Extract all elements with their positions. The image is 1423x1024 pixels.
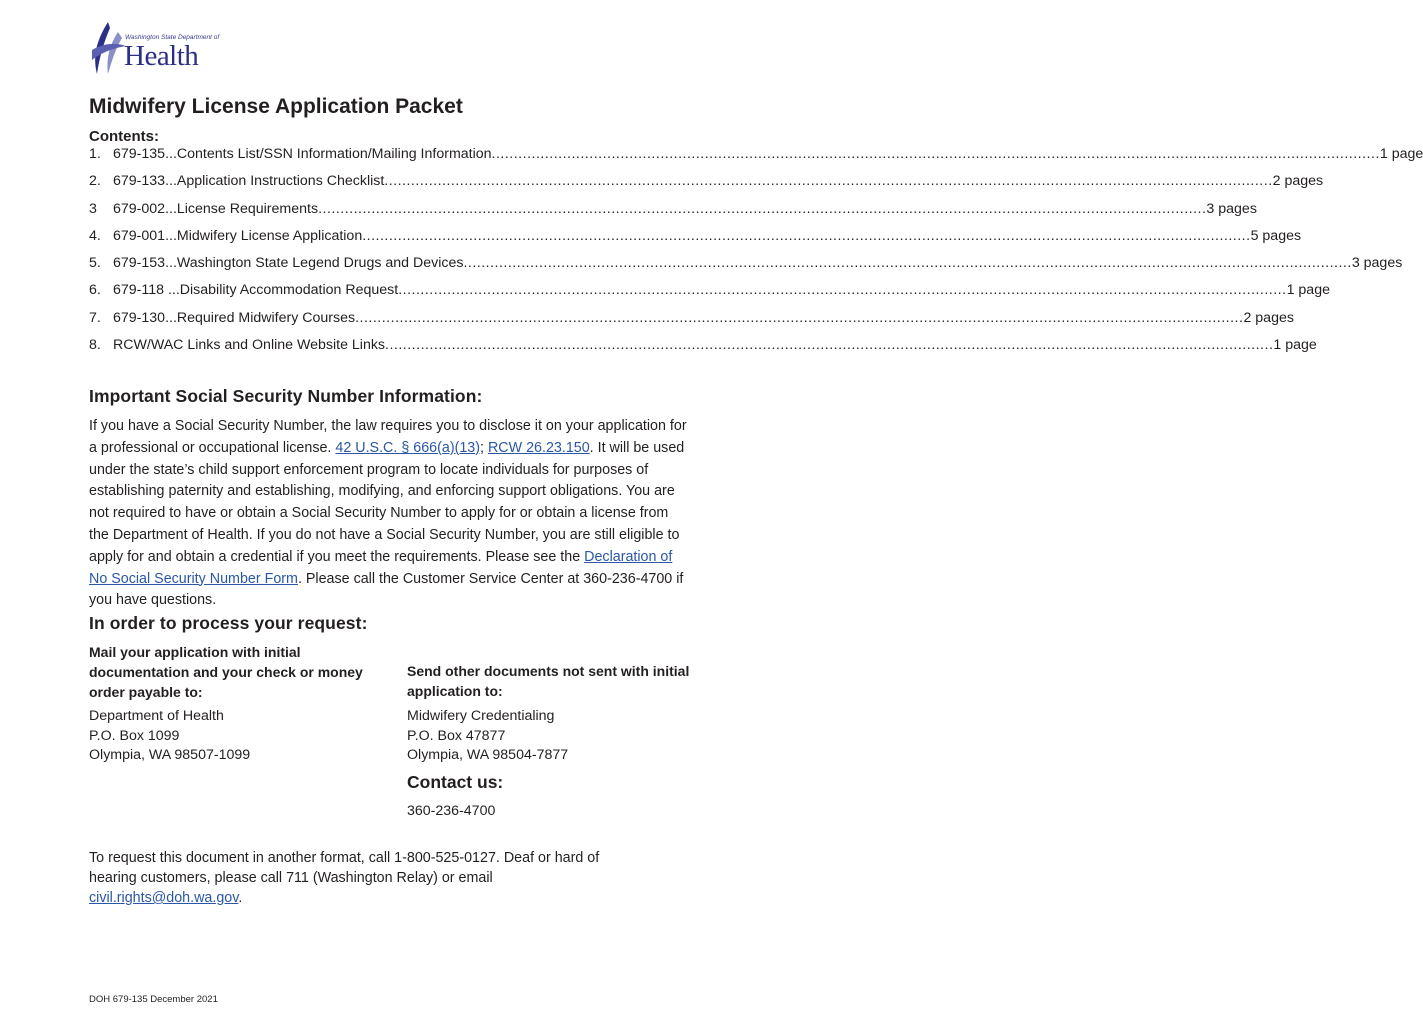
page-title: Midwifery License Application Packet <box>89 95 463 118</box>
item-pages: 1 page <box>1273 337 1317 354</box>
item-number: 7. <box>89 309 101 326</box>
ssn-text-1: If you have a Social Security Number, the law requires you to disclose it on your application for a professional or occupational license. <box>89 418 687 456</box>
logo-wordmark: Health <box>124 40 199 72</box>
rcw-link[interactable]: RCW 26.23.150 <box>487 439 590 456</box>
address-line: Midwifery Credentialing <box>407 708 555 724</box>
item-pages: 1 page <box>1379 146 1423 162</box>
item-number: 3 <box>89 200 97 217</box>
dot-leader: ........................................................................................................................................................................................................ <box>398 282 1287 299</box>
item-text: 679-135...Contents List/SSN Information/Mailing Information <box>113 146 492 162</box>
list-item <box>89 337 1317 364</box>
item-pages: 5 pages <box>1250 227 1302 244</box>
mail-heading: Mail your application with initial documentation and your check or money order payable to: <box>89 644 363 700</box>
item-number: 1. <box>89 146 101 162</box>
alternate-format-notice <box>89 848 649 908</box>
item-text: 679-133...Application Instructions Checklist <box>113 173 385 190</box>
ssn-separator: ; <box>480 439 488 456</box>
item-number: 6. <box>89 282 101 299</box>
address-line: P.O. Box 1099 <box>89 727 180 744</box>
dot-leader: ........................................................................................................................................................................................................ <box>385 337 1274 354</box>
contact-heading: Contact us: <box>407 772 504 792</box>
send-heading: Send other documents not sent with initial application to: <box>407 663 690 699</box>
address-line: Olympia, WA 98507-1099 <box>89 747 251 763</box>
item-text: 679-002...License Requirements <box>113 200 319 217</box>
item-pages: 2 pages <box>1272 173 1324 190</box>
address-line: Department of Health <box>89 708 224 724</box>
doh-logo <box>88 20 218 78</box>
contents-heading: Contents: <box>89 128 159 145</box>
dot-leader: ........................................................................................................................................................................................................ <box>491 146 1380 162</box>
address-line: Olympia, WA 98504-7877 <box>407 747 569 763</box>
contact-phone: 360-236-4700 <box>407 803 496 819</box>
item-pages: 2 pages <box>1243 309 1294 326</box>
list-item <box>89 146 1423 173</box>
item-number: 2. <box>89 173 101 190</box>
request-end: . <box>238 890 243 906</box>
form-number-footer: DOH 679-135 December 2021 <box>89 994 218 1005</box>
item-text: 679-118 ...Disability Accommodation Request <box>113 282 399 299</box>
list-item <box>89 200 1257 228</box>
ssn-heading: Important Social Security Number Information: <box>89 386 483 406</box>
ssn-text-3: . Please call the Customer Service Center at 360-236-4700 if you have questions. <box>89 570 684 609</box>
process-heading: In order to process your request: <box>89 613 368 633</box>
item-text: 679-153...Washington State Legend Drugs and Devices <box>113 255 464 272</box>
item-pages: 3 pages <box>1206 200 1257 217</box>
doh-logo-mark-icon <box>88 20 128 78</box>
email-link[interactable]: civil.rights@doh.wa.gov <box>89 890 239 906</box>
usc-link[interactable]: 42 U.S.C. § 666(a)(13) <box>335 439 480 456</box>
send-address <box>407 707 568 766</box>
dot-leader: ........................................................................................................................................................................................................ <box>384 173 1273 190</box>
logo-agency-line: Washington State Department of <box>125 34 220 41</box>
address-line: P.O. Box 47877 <box>407 727 506 744</box>
item-number: 8. <box>89 337 101 354</box>
list-item <box>89 227 1302 255</box>
no-ssn-form-link[interactable]: Declaration of No Social Security Number Form <box>89 548 673 587</box>
item-pages: 3 pages <box>1351 255 1403 272</box>
item-text: 679-130...Required Midwifery Courses <box>113 309 356 326</box>
item-text: 679-001...Midwifery License Application <box>113 227 363 244</box>
item-number: 4. <box>89 227 101 244</box>
list-item <box>89 255 1403 282</box>
ssn-text-2: . It will be used under the state’s child support enforcement program to locate individuals for purposes of establishing paternity and establishing, modifying, and enforcing support obligations. You are not required to have or obtain a Social Security Number to apply for or obtain a license from the Department of Health. If you do not have a Social Security Number, you are still eligible to apply for and obtain a credential if you meet the requirements. Please see the <box>89 439 685 565</box>
contents-list <box>89 146 1423 364</box>
list-item <box>89 173 1324 200</box>
request-text: To request this document in another format, call 1-800-525-0127. Deaf or hard of hearing customers, please call 711 (Washington Relay) or email <box>89 850 600 886</box>
dot-leader: ........................................................................................................................................................................................................ <box>362 227 1251 244</box>
list-item <box>89 282 1330 309</box>
item-text: RCW/WAC Links and Online Website Links <box>113 337 386 354</box>
dot-leader: ........................................................................................................................................................................................................ <box>463 255 1352 272</box>
mail-address <box>89 707 250 766</box>
dot-leader: ........................................................................................................................................................................................................ <box>318 200 1207 217</box>
ssn-paragraph <box>89 416 689 612</box>
item-pages: 1 page <box>1286 282 1330 299</box>
dot-leader: ........................................................................................................................................................................................................ <box>355 309 1244 326</box>
list-item <box>89 309 1294 337</box>
item-number: 5. <box>89 255 101 272</box>
